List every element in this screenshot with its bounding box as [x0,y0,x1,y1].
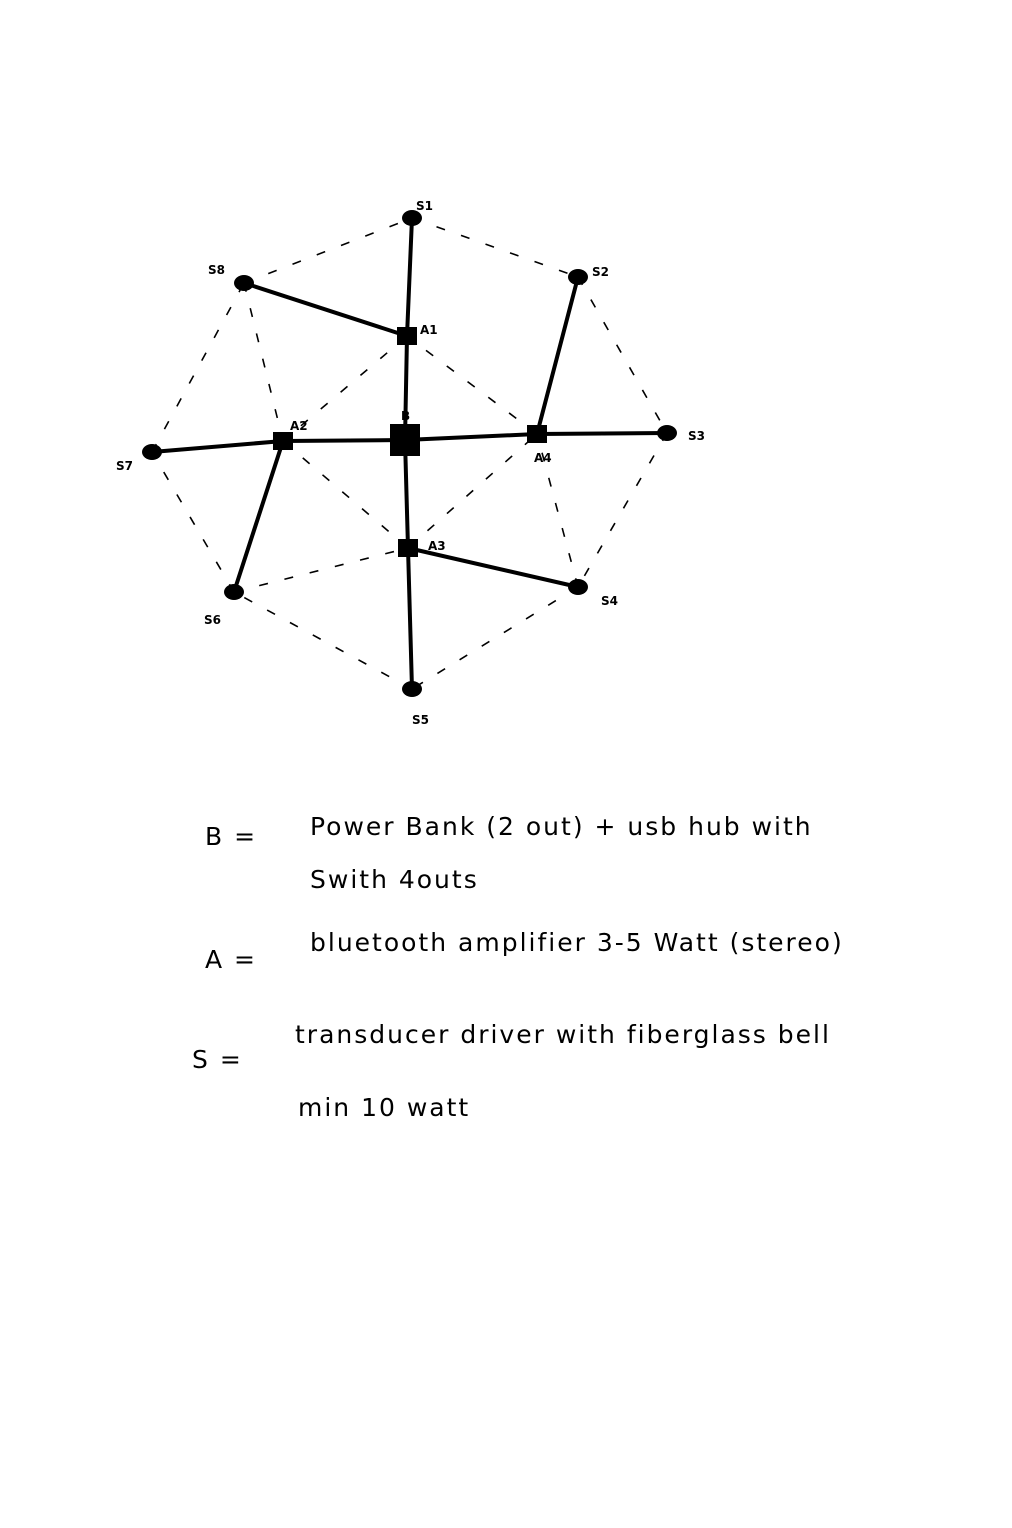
speaker-node-s5 [402,681,422,697]
legend-b-line1: Power Bank (2 out) + usb hub with [310,812,813,841]
speaker-node-s8 [234,275,254,291]
dashed-edge-a4-a1 [407,336,537,434]
dashed-edge-a3-a4 [408,434,537,548]
solid-edge-b-a3 [405,440,408,548]
node-label-s5: S5 [412,713,429,727]
legend-b-line2: Swith 4outs [310,865,479,894]
legend-s-line1: transducer driver with fiberglass bell [295,1020,831,1049]
hub-node-b [390,424,420,456]
node-label-s6: S6 [204,613,221,627]
legend-a-key: A = [205,945,257,974]
dashed-edge-s7-s8 [152,283,244,452]
amplifier-node-a2 [273,432,293,450]
dashed-edge-s1-s2 [412,218,578,277]
solid-edge-b-a4 [405,434,537,440]
dashed-edge-s3-s4 [578,433,667,587]
node-label-s2: S2 [592,265,609,279]
dashed-edge-s4-s5 [412,587,578,689]
legend-s-line2: min 10 watt [298,1093,471,1122]
legend-a-desc: bluetooth amplifier 3-5 Watt (stereo) [310,928,844,957]
legend-b-key: B = [205,822,258,851]
speaker-node-s2 [568,269,588,285]
amplifier-node-a3 [398,539,418,557]
node-label-a4: A4 [534,451,552,465]
node-label-a2: A2 [290,419,308,433]
dashed-edge-a2-a3 [283,441,408,548]
speaker-node-s3 [657,425,677,441]
legend-s-key: S = [192,1045,243,1074]
amplifier-node-a4 [527,425,547,443]
solid-edge-a4-s2 [537,277,578,434]
speaker-node-s4 [568,579,588,595]
node-label-b: B [401,409,411,423]
speaker-node-s6 [224,584,244,600]
dashed-edge-s6-a3 [234,548,408,592]
amplifier-node-a1 [397,327,417,345]
node-label-s3: S3 [688,429,705,443]
solid-edge-a1-s1 [407,218,412,336]
solid-edge-a2-s7 [152,441,283,452]
node-label-s7: S7 [116,459,133,473]
solid-edge-a1-s8 [244,283,407,336]
solid-edge-a2-s6 [234,441,283,592]
node-label-s8: S8 [208,263,225,277]
solid-edge-a3-s5 [408,548,412,689]
dashed-edge-s5-s6 [234,592,412,689]
speaker-node-s7 [142,444,162,460]
dashed-edge-s8-s1 [244,218,412,283]
node-label-a1: A1 [420,323,438,337]
solid-edge-b-a2 [283,440,405,441]
node-label-a3: A3 [428,539,446,553]
dashed-edge-s6-s7 [152,452,234,592]
dashed-edge-s2-s3 [578,277,667,433]
node-label-s1: S1 [416,199,433,213]
solid-edge-a4-s3 [537,433,667,434]
dashed-edge-s8-a2 [244,283,283,441]
node-label-s4: S4 [601,594,618,608]
solid-edge-a3-s4 [408,548,578,587]
